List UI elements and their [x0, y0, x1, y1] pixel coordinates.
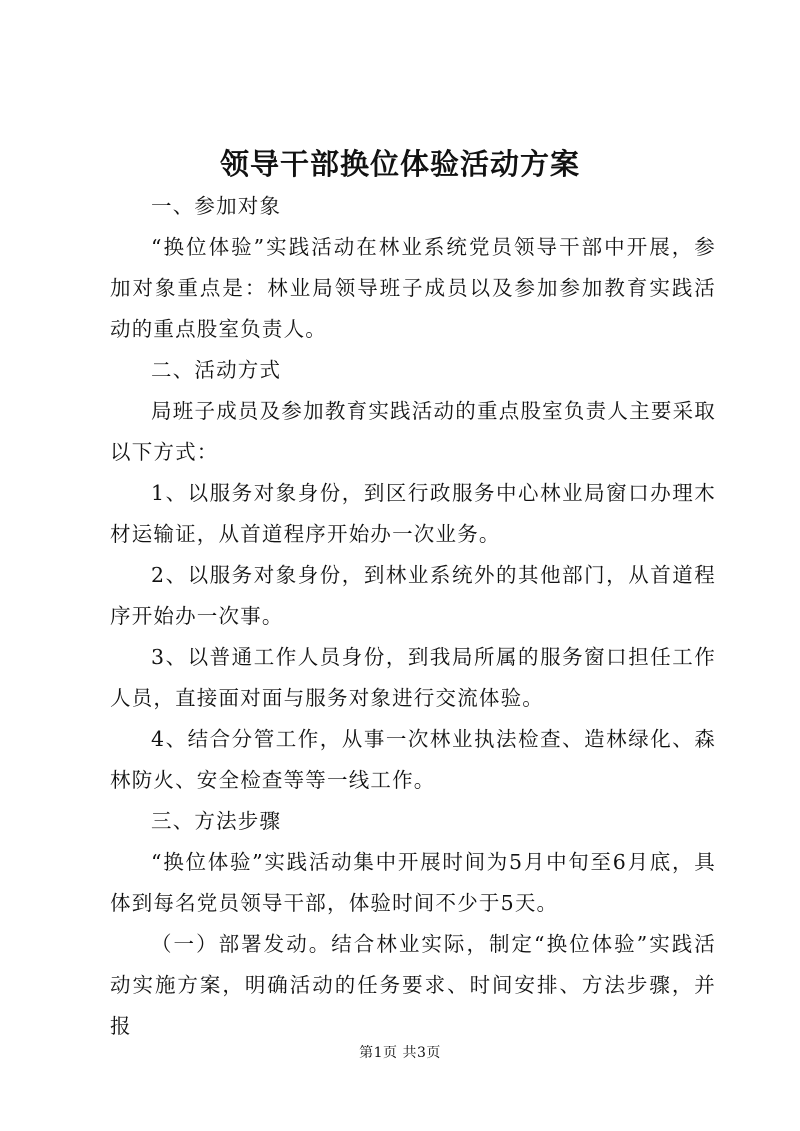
paragraph-step-1: （一）部署发动。结合林业实际，制定“换位体验”实践活动实施方案，明确活动的任务要求、时间安排、方法步骤，并报	[110, 932, 716, 1038]
paragraph-schedule: “换位体验”实践活动集中开展时间为5月中旬至6月底，具体到每名党员领导干部，体验时间不少于5天。	[110, 850, 716, 915]
section-heading-methods: 二、活动方式	[151, 358, 282, 382]
list-item-method-3: 3、以普通工作人员身份，到我局所属的服务窗口担任工作人员，直接面对面与服务对象进行交流体验。	[110, 645, 716, 710]
list-item-method-1: 1、以服务对象身份，到区行政服务中心林业局窗口办理木材运输证，从首道程序开始办一次业务。	[110, 481, 716, 546]
section-heading-participants: 一、参加对象	[151, 194, 282, 218]
document-body	[110, 186, 716, 1047]
document-title: 领导干部换位体验活动方案	[219, 147, 580, 181]
list-item-method-4: 4、结合分管工作，从事一次林业执法检查、造林绿化、森林防火、安全检查等等一线工作。	[110, 727, 716, 792]
section-heading-steps: 三、方法步骤	[151, 809, 282, 833]
paragraph-methods-intro: 局班子成员及参加教育实践活动的重点股室负责人主要采取以下方式：	[110, 399, 716, 464]
page-number-footer: 第1页 共3页	[359, 1045, 441, 1061]
list-item-method-2: 2、以服务对象身份，到林业系统外的其他部门，从首道程序开始办一次事。	[110, 563, 716, 628]
paragraph-participants: “换位体验”实践活动在林业系统党员领导干部中开展，参加对象重点是：林业局领导班子成员以及参加参加教育实践活动的重点股室负责人。	[110, 235, 716, 341]
